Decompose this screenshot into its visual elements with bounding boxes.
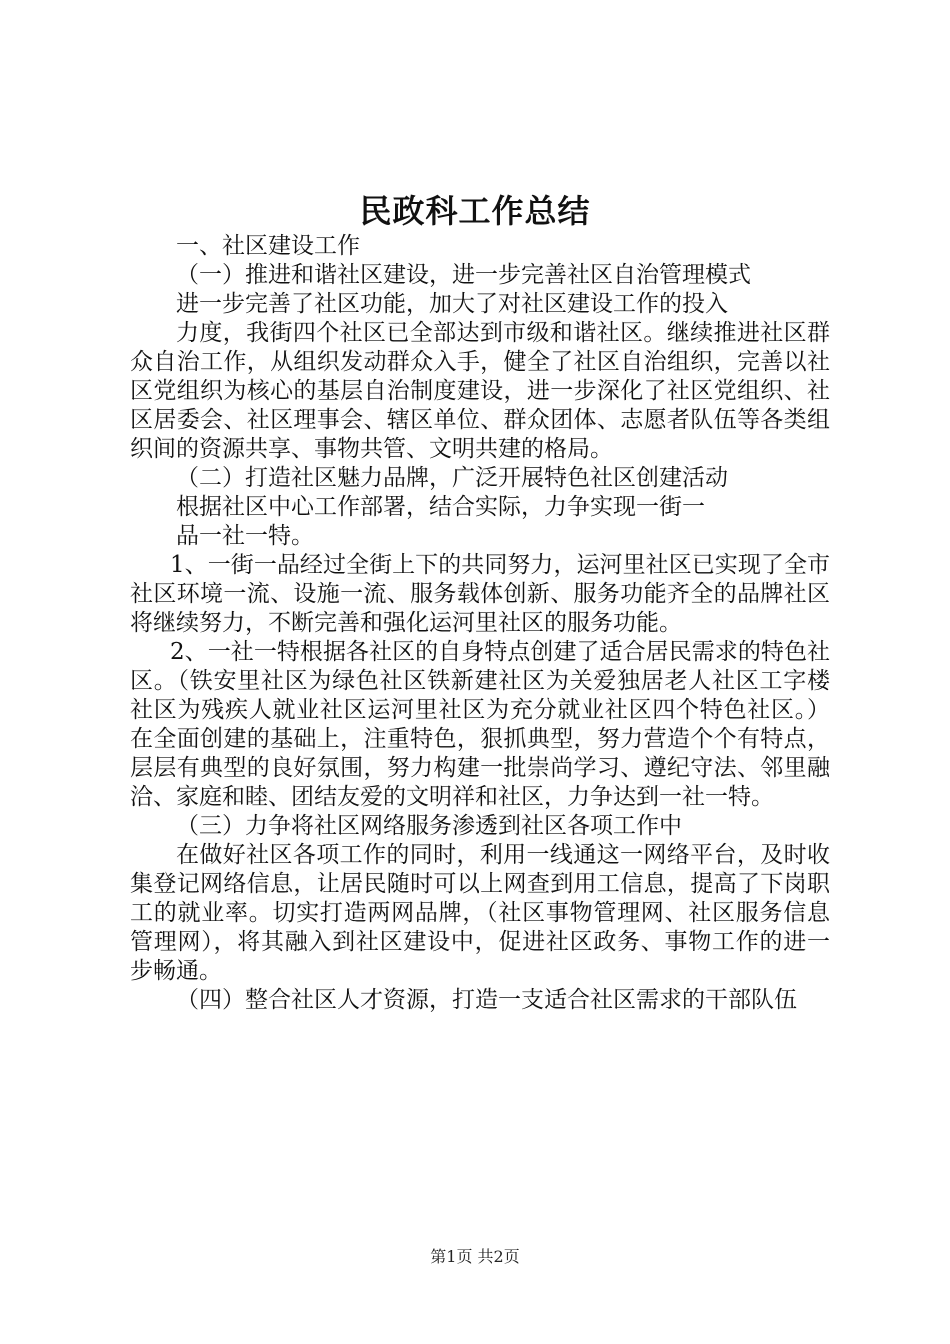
paragraph-line: 品一社一特。 <box>176 523 314 549</box>
subsection-heading: （一）推进和谐社区建设，进一步完善社区自治管理模式 <box>176 262 751 288</box>
paragraph: 2、一社一特根据各社区的自身特点创建了适合居民需求的特色社区。（铁安里社区为绿色社区铁新建社区为关爱独居老人社区工字楼社区为残疾人就业社区运河里社区为充分就业社区四个特色社区。）在全面创建的基础上，注重特色，狠抓典型，努力营造个个有特点，层层有典型的良好氛围，努力构建一批崇尚学习、遵纪守法、邻里融洽、家庭和睦、团结友爱的文明祥和社区，力争达到一社一特。 <box>130 639 830 810</box>
paragraph-line: 进一步完善了社区功能，加大了对社区建设工作的投入 <box>176 291 728 317</box>
section-heading: 一、社区建设工作 <box>176 233 360 259</box>
subsection-heading: （四）整合社区人才资源，打造一支适合社区需求的干部队伍 <box>176 987 797 1013</box>
paragraph-line: 根据社区中心工作部署，结合实际，力争实现一街一 <box>176 494 705 520</box>
document-body <box>130 232 830 1015</box>
paragraph: 力度，我街四个社区已全部达到市级和谐社区。继续推进社区群众自治工作，从组织发动群众入手，健全了社区自治组织，完善以社区党组织为核心的基层自治制度建设，进一步深化了社区党组织、社区居委会、社区理事会、辖区单位、群众团体、志愿者队伍等各类组织间的资源共享、事物共管、文明共建的格局。 <box>130 320 830 462</box>
page-footer: 第1页 共2页 <box>430 1247 520 1266</box>
paragraph: 在做好社区各项工作的同时，利用一线通这一网络平台，及时收集登记网络信息，让居民随时可以上网查到用工信息，提高了下岗职工的就业率。切实打造两网品牌，（社区事物管理网、社区服务信息管理网），将其融入到社区建设中，促进社区政务、事物工作的进一步畅通。 <box>130 842 830 984</box>
subsection-heading: （二）打造社区魅力品牌，广泛开展特色社区创建活动 <box>176 465 728 491</box>
document-title: 民政科工作总结 <box>359 192 591 230</box>
subsection-heading: （三）力争将社区网络服务渗透到社区各项工作中 <box>176 813 682 839</box>
paragraph: 1、一街一品经过全街上下的共同努力，运河里社区已实现了全市社区环境一流、设施一流、服务载体创新、服务功能齐全的品牌社区将继续努力，不断完善和强化运河里社区的服务功能。 <box>130 552 830 636</box>
